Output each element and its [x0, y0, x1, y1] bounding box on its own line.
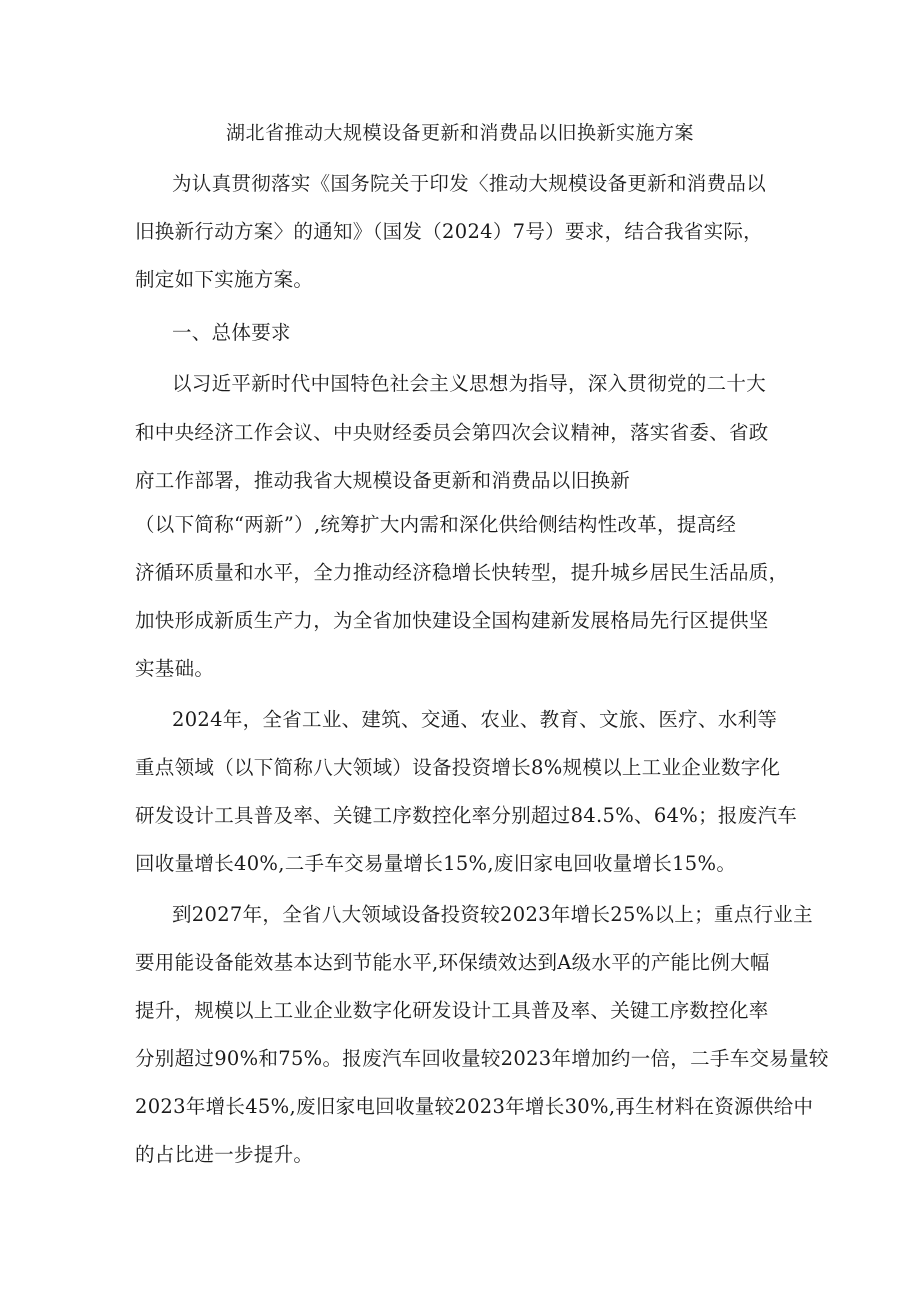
paragraph-line: 实基础。	[135, 657, 215, 680]
paragraph-line: 旧换新行动方案〉的通知》（国发（2024）7号）要求，结合我省实际，	[135, 220, 763, 243]
paragraph-line: 以习近平新时代中国特色社会主义思想为指导，深入贯彻党的二十大	[172, 372, 767, 395]
document-title: 湖北省推动大规模设备更新和消费品以旧换新实施方案	[225, 122, 694, 144]
paragraph-line: 为认真贯彻落实《国务院关于印发〈推动大规模设备更新和消费品以	[172, 172, 767, 195]
paragraph-line: 回收量增长40%,二手车交易量增长15%,废旧家电回收量增长15%。	[135, 852, 737, 875]
paragraph-line: 分别超过90%和75%。报废汽车回收量较2023年增加约一倍，二手车交易量较	[135, 1047, 829, 1070]
paragraph-line: 研发设计工具普及率、关键工序数控化率分别超过84.5%、64%；报废汽车	[135, 804, 798, 827]
paragraph-line: 2024年，全省工业、建筑、交通、农业、教育、文旅、医疗、水利等	[172, 708, 778, 731]
paragraph-line: 府工作部署，推动我省大规模设备更新和消费品以旧换新	[135, 469, 631, 492]
paragraph-line: 济循环质量和水平，全力推动经济稳增长快转型，提升城乡居民生活品质，	[135, 561, 789, 584]
paragraph-line: 提升，规模以上工业企业数字化研发设计工具普及率、关键工序数控化率	[135, 999, 769, 1022]
paragraph-line: 2023年增长45%,废旧家电回收量较2023年增长30%,再生材料在资源供给中	[135, 1095, 814, 1118]
paragraph-line: 制定如下实施方案。	[135, 268, 314, 291]
section-heading: 一、总体要求	[172, 321, 291, 344]
paragraph-line: 和中央经济工作会议、中央财经委员会第四次会议精神，落实省委、省政	[135, 421, 769, 444]
paragraph-line: 加快形成新质生产力，为全省加快建设全国构建新发展格局先行区提供坚	[135, 609, 769, 632]
paragraph-line: 重点领域（以下简称八大领域）设备投资增长8%规模以上工业企业数字化	[135, 756, 781, 779]
paragraph-line: （以下简称“两新”）,统筹扩大内需和深化供给侧结构性改革，提高经	[135, 513, 737, 536]
paragraph-line: 到2027年，全省八大领域设备投资较2023年增长25%以上；重点行业主	[172, 903, 813, 926]
paragraph-line: 要用能设备能效基本达到节能水平,环保绩效达到A级水平的产能比例大幅	[135, 951, 770, 974]
paragraph-line: 的占比进一步提升。	[135, 1143, 314, 1166]
